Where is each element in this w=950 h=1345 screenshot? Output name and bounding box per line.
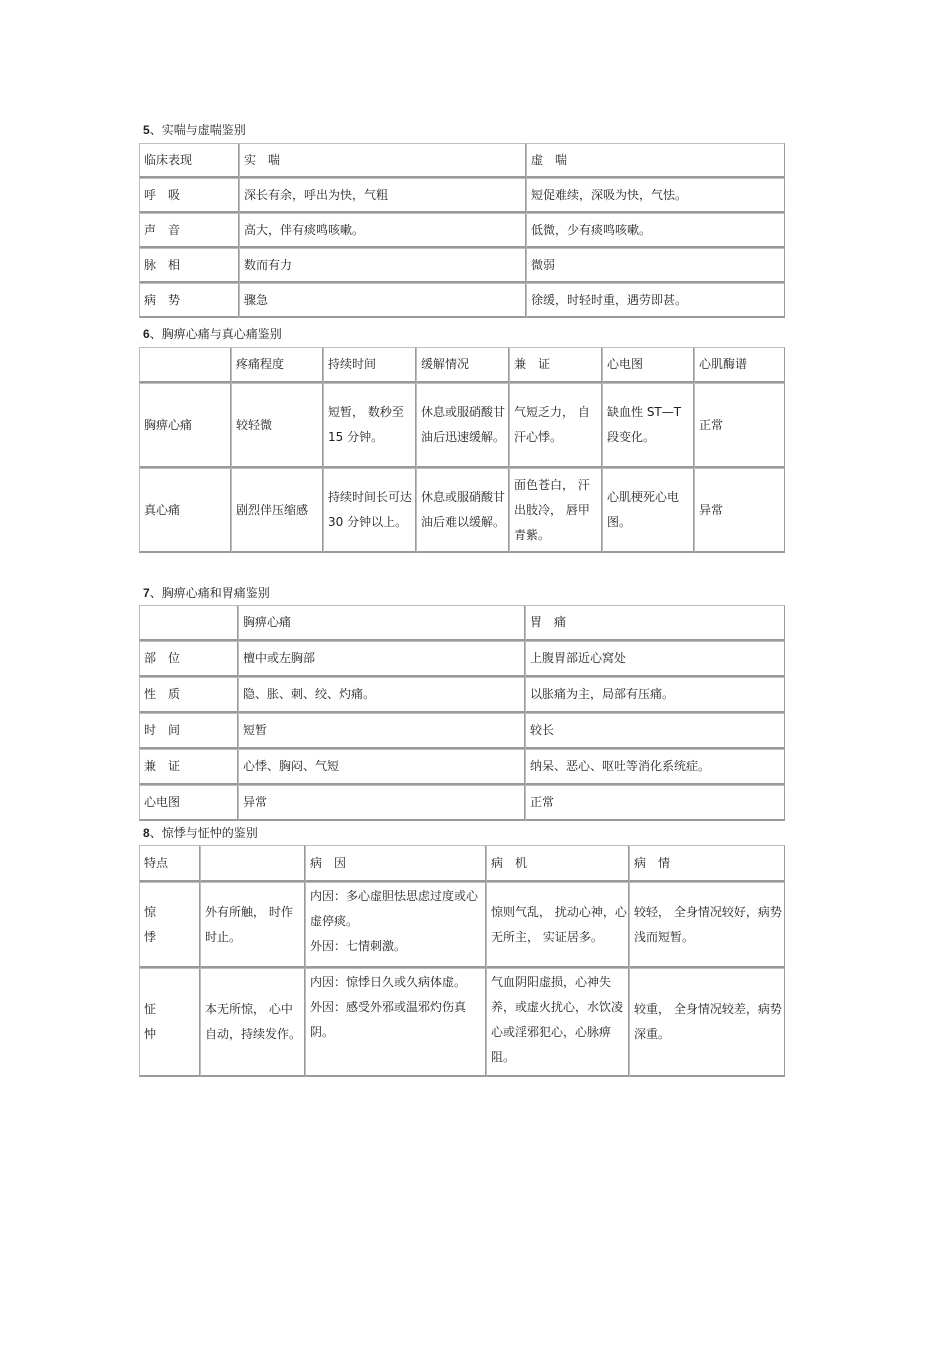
row-label: 胸痹心痛 (139, 383, 231, 468)
table-cell: 低微，少有痰鸣咳嗽。 (526, 213, 785, 248)
table-row (139, 248, 785, 283)
header-cell (200, 845, 305, 882)
row-label: 病 势 (139, 283, 239, 318)
table-cell: 短暂， 数秒至 15 分钟。 (323, 383, 416, 468)
table-cell: 深长有余，呼出为快，气粗 (239, 178, 526, 213)
header-cell (139, 347, 231, 383)
table-row (139, 677, 785, 713)
table-jingji-zhengchong (139, 845, 785, 1077)
table-cell: 面色苍白， 汗出肢冷， 唇甲青紫。 (509, 468, 602, 553)
table-header-row (139, 605, 785, 641)
table-cell: 上腹胃部近心窝处 (525, 641, 785, 677)
table-cell: 异常 (694, 468, 785, 553)
header-cell: 实 喘 (239, 143, 526, 178)
table-xiongbi-zhenxintong (139, 347, 785, 553)
table-cell: 以胀痛为主，局部有压痛。 (525, 677, 785, 713)
table-header-row (139, 845, 785, 882)
table-row (139, 968, 785, 1077)
row-label: 惊 悸 (139, 882, 200, 968)
table-cell: 微弱 (526, 248, 785, 283)
header-cell: 胸痹心痛 (238, 605, 525, 641)
table-cell: 短暂 (238, 713, 525, 749)
header-cell: 心电图 (602, 347, 694, 383)
table-row (139, 749, 785, 785)
table-row (139, 641, 785, 677)
row-label: 兼 证 (139, 749, 238, 785)
row-label: 呼 吸 (139, 178, 239, 213)
table-cell: 内因：惊悸日久或久病体虚。 外因：感受外邪或温邪灼伤真阴。 (305, 968, 486, 1077)
header-cell: 病 因 (305, 845, 486, 882)
row-label: 声 音 (139, 213, 239, 248)
table-cell: 内因：多心虚胆怯思虑过度或心虚停痰。 外因：七情刺激。 (305, 882, 486, 968)
table-cell: 正常 (694, 383, 785, 468)
table-cell: 惊则气乱， 扰动心神，心无所主， 实证居多。 (486, 882, 629, 968)
row-label: 真心痛 (139, 468, 231, 553)
header-cell: 病 情 (629, 845, 785, 882)
section-7-title: 7、胸痹心痛和胃痛鉴别 (143, 586, 270, 600)
table-cell: 较轻微 (231, 383, 323, 468)
header-cell: 疼痛程度 (231, 347, 323, 383)
table-cell: 檀中或左胸部 (238, 641, 525, 677)
section-8-title: 8、惊悸与怔忡的鉴别 (143, 826, 258, 840)
table-cell: 持续时间长可达 30 分钟以上。 (323, 468, 416, 553)
table-cell: 气短乏力， 自汗心悸。 (509, 383, 602, 468)
table-row (139, 713, 785, 749)
table-cell: 骤急 (239, 283, 526, 318)
table-cell: 异常 (238, 785, 525, 821)
header-cell: 临床表现 (139, 143, 239, 178)
table-row (139, 213, 785, 248)
row-label: 怔 忡 (139, 968, 200, 1077)
header-cell: 虚 喘 (526, 143, 785, 178)
table-row (139, 468, 785, 553)
table-cell: 心肌梗死心电图。 (602, 468, 694, 553)
table-cell: 纳呆、恶心、呕吐等消化系统症。 (525, 749, 785, 785)
table-cell: 剧烈伴压缩感 (231, 468, 323, 553)
table-header-row (139, 143, 785, 178)
table-cell: 休息或服硝酸甘油后难以缓解。 (416, 468, 509, 553)
table-header-row (139, 347, 785, 383)
table-row (139, 785, 785, 821)
table-cell: 较重， 全身情况较差，病势深重。 (629, 968, 785, 1077)
header-cell: 持续时间 (323, 347, 416, 383)
row-label: 性 质 (139, 677, 238, 713)
table-cell: 气血阴阳虚损，心神失养，或虚火扰心，水饮凌心或淫邪犯心，心脉痹阻。 (486, 968, 629, 1077)
row-label: 时 间 (139, 713, 238, 749)
table-cell: 高大，伴有痰鸣咳嗽。 (239, 213, 526, 248)
table-xiongbi-weitong (139, 605, 785, 821)
table-cell: 休息或服硝酸甘油后迅速缓解。 (416, 383, 509, 468)
table-cell: 徐缓，时轻时重，遇劳即甚。 (526, 283, 785, 318)
header-cell (139, 605, 238, 641)
table-cell: 隐、胀、刺、绞、灼痛。 (238, 677, 525, 713)
table-cell: 数而有力 (239, 248, 526, 283)
row-label: 部 位 (139, 641, 238, 677)
table-shichuan-xuchuan (139, 143, 785, 318)
row-label: 脉 相 (139, 248, 239, 283)
header-cell: 心肌酶谱 (694, 347, 785, 383)
table-cell: 缺血性 ST—T 段变化。 (602, 383, 694, 468)
table-cell: 本无所惊， 心中自动，持续发作。 (200, 968, 305, 1077)
header-cell: 胃 痛 (525, 605, 785, 641)
header-cell: 病 机 (486, 845, 629, 882)
header-cell: 特点 (139, 845, 200, 882)
header-cell: 兼 证 (509, 347, 602, 383)
table-cell: 外有所触， 时作时止。 (200, 882, 305, 968)
table-row (139, 383, 785, 468)
table-row (139, 283, 785, 318)
section-5-title: 5、实喘与虚喘鉴别 (143, 123, 246, 137)
table-cell: 正常 (525, 785, 785, 821)
header-cell: 缓解情况 (416, 347, 509, 383)
table-cell: 较长 (525, 713, 785, 749)
row-label: 心电图 (139, 785, 238, 821)
table-cell: 短促难续，深吸为快，气怯。 (526, 178, 785, 213)
section-6-title: 6、胸痹心痛与真心痛鉴别 (143, 327, 282, 341)
table-row (139, 882, 785, 968)
table-cell: 较轻， 全身情况较好，病势浅而短暂。 (629, 882, 785, 968)
table-cell: 心悸、胸闷、气短 (238, 749, 525, 785)
table-row (139, 178, 785, 213)
